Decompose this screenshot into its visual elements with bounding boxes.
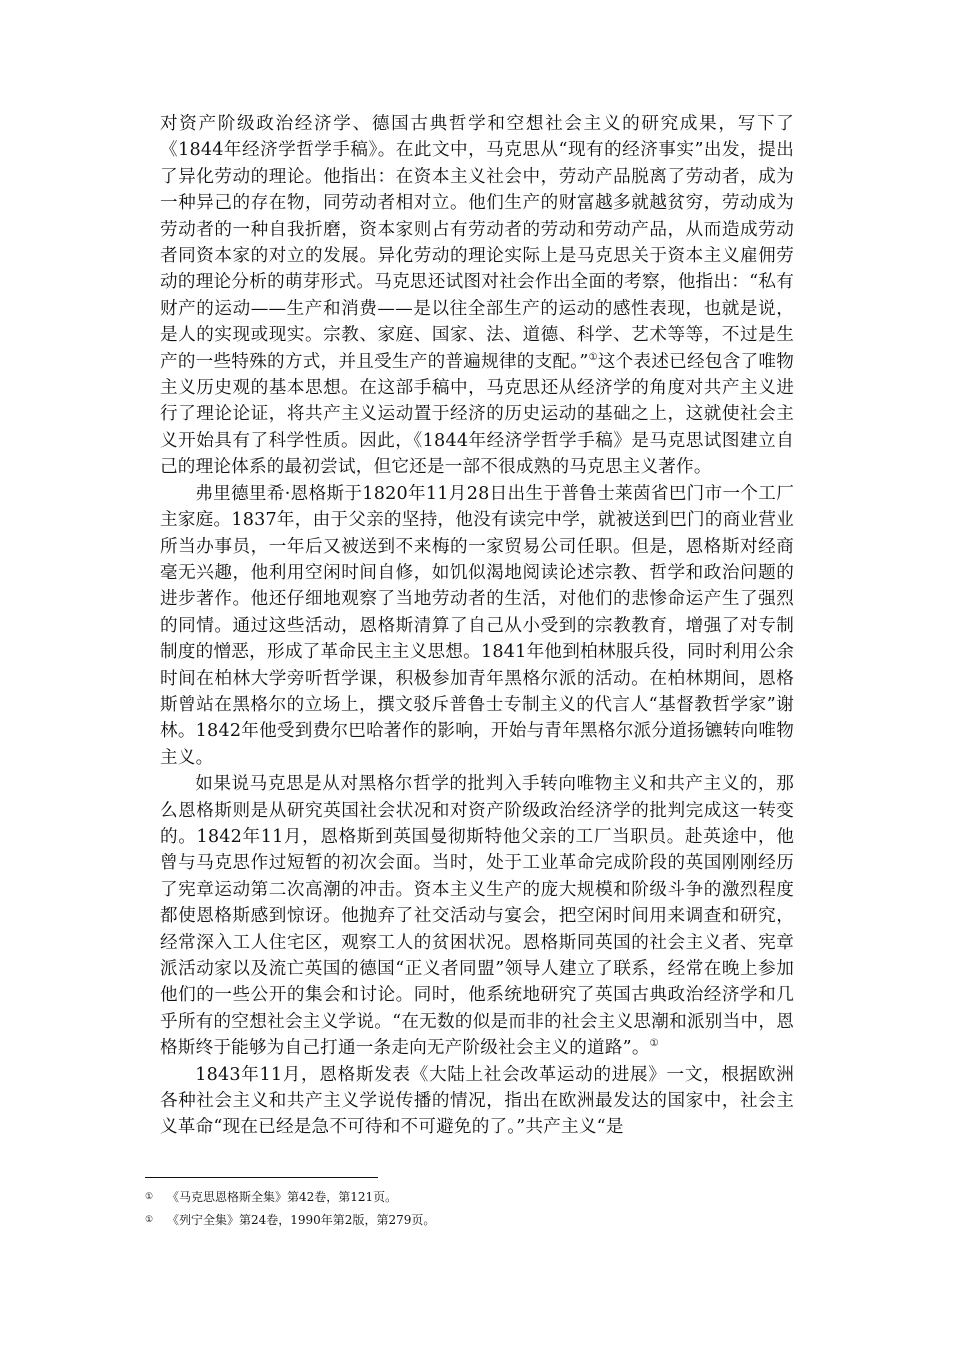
footnote-1 (145, 1186, 785, 1209)
footnote-divider (145, 1177, 378, 1178)
paragraph-3 (160, 771, 794, 1061)
paragraph-text: 1843年11月，恩格斯发表《大陆上社会改革运动的进展》一文，根据欧洲各种社会主义和共产主义学说传播的情况，指出在欧洲最发达的国家中，社会主义革命“现在已经是急不可待和不可避免的了。”共产主义“是 (160, 1064, 794, 1138)
footnote-2 (145, 1209, 785, 1232)
footnotes (145, 1186, 785, 1232)
footnote-marker: ① (145, 1192, 154, 1202)
footnote-marker: ① (145, 1215, 154, 1225)
footnote-text: 《马克思恩格斯全集》第42卷，第121页。 (167, 1190, 398, 1204)
main-text (160, 111, 794, 1141)
paragraph-text: 弗里德里希·恩格斯于1820年11月28日出生于普鲁士莱茵省巴门市一个工厂主家庭。1837年，由于父亲的坚持，他没有读完中学，就被送到巴门的商业营业所当办事员，一年后又被送到不来梅的一家贸易公司任职。但是，恩格斯对经商毫无兴趣，他利用空闲时间自修，如饥似渴地阅读论述宗教、哲学和政治问题的进步著作。他还仔细地观察了当地劳动者的生活，对他们的悲惨命运产生了强烈的同情。通过这些活动，恩格斯清算了自己从小受到的宗教教育，增强了对专制制度的憎恶，形成了革命民主主义思想。1841年他到柏林服兵役，同时利用公余时间在柏林大学旁听哲学课，积极参加青年黑格尔派的活动。在柏林期间，恩格斯曾站在黑格尔的立场上，撰文驳斥普鲁士专制主义的代言人“基督教哲学家”谢林。1842年他受到费尔巴哈著作的影响，开始与青年黑格尔派分道扬镳转向唯物主义。 (160, 483, 794, 768)
paragraph-1 (160, 111, 794, 481)
paragraph-text-continued: 这个表述已经包含了唯物主义历史观的基本思想。在这部手稿中，马克思还从经济学的角度对共产主义进行了理论论证，将共产主义运动置于经济的历史运动的基础之上，这就使社会主义开始具有了科学性质。因此，《1844年经济学哲学手稿》是马克思试图建立自己的理论体系的最初尝试，但它还是一部不很成熟的马克思主义著作。 (160, 351, 795, 478)
paragraph-text: 对资产阶级政治经济学、德国古典哲学和空想社会主义的研究成果，写下了《1844年经济学哲学手稿》。在此文中，马克思从“现有的经济事实”出发，提出了异化劳动的理论。他指出：在资本主义社会中，劳动产品脱离了劳动者，成为一种异己的存在物，同劳动者相对立。他们生产的财富越多就越贫穷，劳动成为劳动者的一种自我折磨，资本家则占有劳动者的劳动和劳动产品，从而造成劳动者同资本家的对立的发展。异化劳动的理论实际上是马克思关于资本主义雇佣劳动的理论分析的萌芽形式。马克思还试图对社会作出全面的考察，他指出：“私有财产的运动——生产和消费——是以往全部生产的运动的感性表现，也就是说，是人的实现或现实。宗教、家庭、国家、法、道德、科学、艺术等等，不过是生产的一些特殊的方式，并且受生产的普遍规律的支配。” (160, 114, 794, 372)
footnote-reference[interactable]: ① (588, 351, 598, 363)
paragraph-text: 如果说马克思是从对黑格尔哲学的批判入手转向唯物主义和共产主义的，那么恩格斯则是从研究英国社会状况和对资产阶级政治经济学的批判完成这一转变的。1842年11月，恩格斯到英国曼彻斯特他父亲的工厂当职员。赴英途中，他曾与马克思作过短暂的初次会面。当时，处于工业革命完成阶段的英国刚刚经历了宪章运动第二次高潮的冲击。资本主义生产的庞大规模和阶级斗争的激烈程度都使恩格斯感到惊讶。他抛弃了社交活动与宴会，把空闲时间用来调查和研究，经常深入工人住宅区，观察工人的贫困状况。恩格斯同英国的社会主义者、宪章派活动家以及流亡英国的德国“正义者同盟”领导人建立了联系，经常在晚上参加他们的一些公开的集会和讨论。同时，他系统地研究了英国古典政治经济学和几乎所有的空想社会主义学说。“在无数的似是而非的社会主义思潮和派别当中，恩格斯终于能够为自己打通一条走向无产阶级社会主义的道路”。 (160, 774, 794, 1059)
footnote-reference[interactable]: ① (649, 1038, 659, 1050)
paragraph-2 (160, 481, 794, 771)
footnote-text: 《列宁全集》第24卷，1990年第2版，第279页。 (167, 1213, 436, 1227)
paragraph-4 (160, 1062, 794, 1141)
